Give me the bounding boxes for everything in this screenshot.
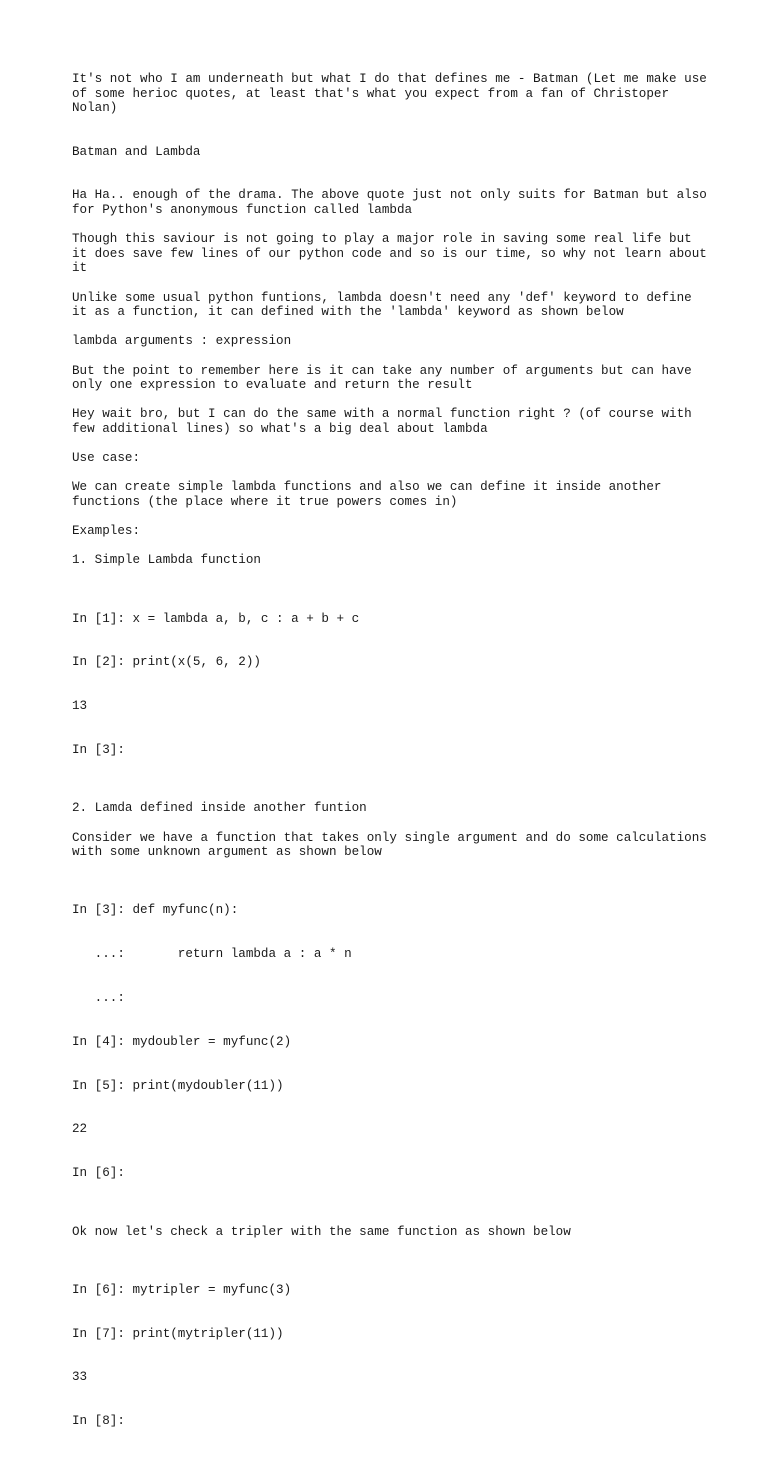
- paragraph-use-case: We can create simple lambda functions and also we can define it inside another functions (the place where it true powers comes in): [72, 480, 670, 509]
- code-line: In [8]:: [72, 1414, 125, 1429]
- code-line: In [3]: def myfunc(n):: [72, 903, 239, 918]
- paragraph-tripler: Ok now let's check a tripler with the same function as shown below: [72, 1224, 571, 1239]
- code-block-2: [72, 874, 712, 1210]
- code-line: In [1]: x = lambda a, b, c : a + b + c: [72, 611, 360, 626]
- code-line: 13: [72, 699, 88, 714]
- example-2-heading: 2. Lamda defined inside another funtion: [72, 801, 367, 816]
- use-case-heading: Use case:: [72, 451, 141, 466]
- code-line: In [7]: print(mytripler(11)): [72, 1326, 284, 1341]
- paragraph-arguments: But the point to remember here is it can take any number of arguments but can have only one expression to evaluate and return the result: [72, 363, 700, 393]
- document-title: Batman and Lambda: [72, 144, 201, 159]
- lambda-syntax: lambda arguments : expression: [72, 334, 292, 349]
- paragraph-drama: Ha Ha.. enough of the drama. The above quote just not only suits for Batman but also for Python's anonymous function called lambda: [72, 188, 715, 217]
- code-block-1: [72, 582, 712, 786]
- code-line: 22: [72, 1122, 88, 1137]
- code-line: In [6]: mytripler = myfunc(3): [72, 1282, 292, 1297]
- code-line: In [6]:: [72, 1166, 125, 1181]
- paragraph-saviour: Though this saviour is not going to play a major role in saving some real life but it does save few lines of our python code and so is our time, so why not learn about it: [72, 232, 715, 276]
- code-line: In [4]: mydoubler = myfunc(2): [72, 1034, 292, 1049]
- document-page: [72, 72, 715, 1473]
- code-line: In [2]: print(x(5, 6, 2)): [72, 655, 261, 670]
- example-1-heading: 1. Simple Lambda function: [72, 553, 261, 568]
- intro-quote: It's not who I am underneath but what I do that defines me - Batman (Let me make use of some herioc quotes, at least that's what you expect from a fan of Christoper Nolan): [72, 72, 715, 116]
- code-line: ...: return lambda a : a * n: [72, 947, 352, 962]
- code-line: In [3]:: [72, 742, 125, 757]
- paragraph-big-deal: Hey wait bro, but I can do the same with a normal function right ? (of course with few additional lines) so what's a big deal about lambda: [72, 407, 700, 436]
- code-block-3: [72, 1254, 712, 1458]
- code-line: ...:: [72, 991, 125, 1006]
- code-line: 33: [72, 1370, 88, 1385]
- paragraph-single-argument: Consider we have a function that takes only single argument and do some calculations with some unknown argument as shown below: [72, 830, 715, 860]
- code-line: In [5]: print(mydoubler(11)): [72, 1078, 284, 1093]
- examples-heading: Examples:: [72, 524, 141, 539]
- paragraph-def-keyword: Unlike some usual python funtions, lambda doesn't need any 'def' keyword to define it as a function, it can defined with the 'lambda' keyword as shown below: [72, 290, 700, 320]
